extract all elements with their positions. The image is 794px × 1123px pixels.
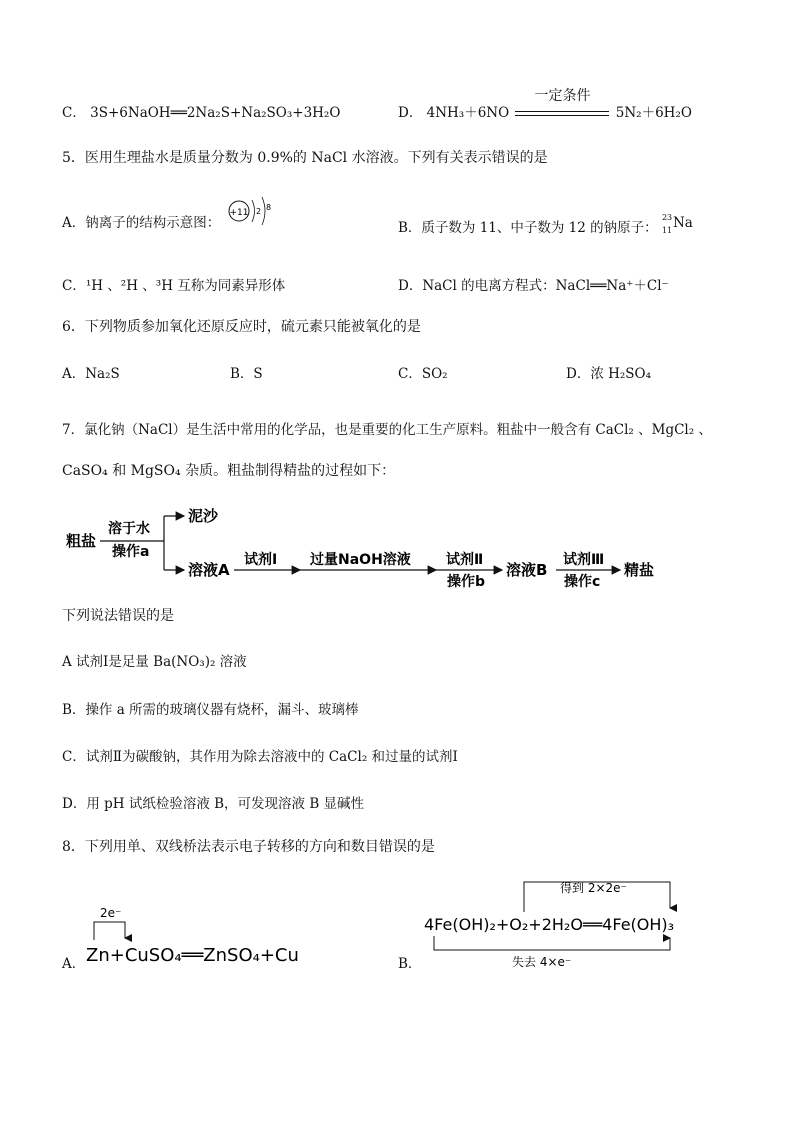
q6-option-a: A．Na₂S — [62, 366, 120, 382]
flow-operation-c: 操作c — [564, 574, 601, 590]
q7-option-b: B．操作 a 所需的玻璃仪器有烧杯，漏斗、玻璃棒 — [62, 702, 359, 718]
q8-stem: 8．下列用单、双线桥法表示电子转移的方向和数目错误的是 — [62, 839, 435, 855]
atomic-number: 11 — [661, 226, 673, 235]
flow-dissolve-label: 溶于水 — [108, 521, 150, 537]
electron-count-label: 2e⁻ — [100, 906, 122, 920]
q4-option-d-products: 5N₂＋6H₂O — [615, 105, 692, 121]
q5-option-b-text: B．质子数为 11、中子数为 12 的钠原子： — [398, 220, 658, 236]
q4-option-d-reactants: 4NH₃＋6NO — [426, 105, 510, 121]
q6-option-c: C．SO₂ — [398, 366, 448, 382]
mass-number: 23 — [661, 213, 673, 222]
flow-reagent-3: 试剂Ⅲ — [563, 552, 605, 568]
q7-stem-line-2: CaSO₄ 和 MgSO₄ 杂质。粗盐制得精盐的过程如下： — [62, 463, 396, 479]
q5-option-d: D．NaCl 的电离方程式：NaCl══Na⁺＋Cl⁻ — [398, 278, 669, 294]
q4-option-c-label: C． — [62, 105, 86, 121]
q8-option-a-equation: Zn+CuSO₄══ZnSO₄+Cu — [86, 945, 299, 966]
q5-option-b — [398, 214, 694, 237]
nuclide-symbol — [661, 213, 694, 235]
shell-1-count: 2 — [256, 207, 262, 216]
q5-option-c: C．¹H 、²H 、³H 互称为同素异形体 — [62, 278, 286, 294]
shell-2-count: 8 — [266, 203, 272, 212]
gain-electrons-label: 得到 2×2e⁻ — [560, 881, 627, 895]
q5-stem: 5．医用生理盐水是质量分数为 0.9%的 NaCl 水溶液。下列有关表示错误的是 — [62, 150, 548, 166]
q8-option-b-label: B． — [398, 956, 422, 972]
q4-option-d-label: D． — [398, 105, 423, 121]
flow-refined-salt: 精盐 — [624, 561, 655, 579]
flow-sediment: 泥沙 — [188, 507, 219, 525]
nucleus-charge: +11 — [229, 208, 249, 218]
lose-electrons-label: 失去 4×e⁻ — [512, 955, 572, 969]
q4-option-c-equation: 3S+6NaOH══2Na₂S+Na₂SO₃+3H₂O — [90, 105, 341, 121]
flow-operation-a: 操作a — [112, 544, 150, 560]
q7-option-c: C．试剂Ⅱ为碳酸钠，其作用为除去溶液中的 CaCl₂ 和过量的试剂Ⅰ — [62, 749, 458, 765]
sodium-ion-structure-diagram — [228, 196, 276, 230]
flow-crude-salt: 粗盐 — [66, 532, 97, 550]
flow-solution-b: 溶液B — [506, 561, 548, 579]
q4-option-d — [398, 88, 692, 122]
q6-option-d: D．浓 H₂SO₄ — [566, 366, 652, 382]
element-symbol: Na — [672, 215, 693, 231]
flow-reagent-2: 试剂Ⅱ — [446, 552, 484, 568]
q7-option-a: A 试剂Ⅰ是足量 Ba(NO₃)₂ 溶液 — [62, 654, 247, 670]
q4-option-c — [62, 104, 340, 122]
q8-option-a-single-bridge — [84, 900, 324, 970]
q6-option-b: B．S — [230, 366, 263, 382]
q7-option-d: D．用 pH 试纸检验溶液 B，可发现溶液 B 显碱性 — [62, 796, 365, 812]
q8-option-b-equation: 4Fe(OH)₂+O₂+2H₂O══4Fe(OH)₃ — [424, 915, 675, 934]
q8-option-a-label: A． — [62, 956, 86, 972]
flow-reagent-1: 试剂Ⅰ — [244, 552, 278, 568]
flow-operation-b: 操作b — [447, 574, 486, 590]
q8-option-b-double-bridge — [420, 872, 720, 972]
q4-condition-arrow — [513, 88, 611, 122]
q5-option-a: A．钠离子的结构示意图： — [62, 215, 221, 231]
q7-prompt: 下列说法错误的是 — [62, 608, 174, 624]
flow-solution-a: 溶液A — [188, 561, 230, 579]
q4-condition-text: 一定条件 — [534, 88, 591, 104]
q6-stem: 6．下列物质参加氧化还原反应时，硫元素只能被氧化的是 — [62, 319, 421, 335]
salt-purification-flowchart — [60, 500, 670, 592]
q7-stem-line-1: 7．氯化钠（NaCl）是生活中常用的化学品，也是重要的化工生产原料。粗盐中一般含有 CaCl₂ 、MgCl₂ 、 — [62, 422, 712, 438]
flow-excess-naoh: 过量NaOH溶液 — [310, 552, 411, 568]
